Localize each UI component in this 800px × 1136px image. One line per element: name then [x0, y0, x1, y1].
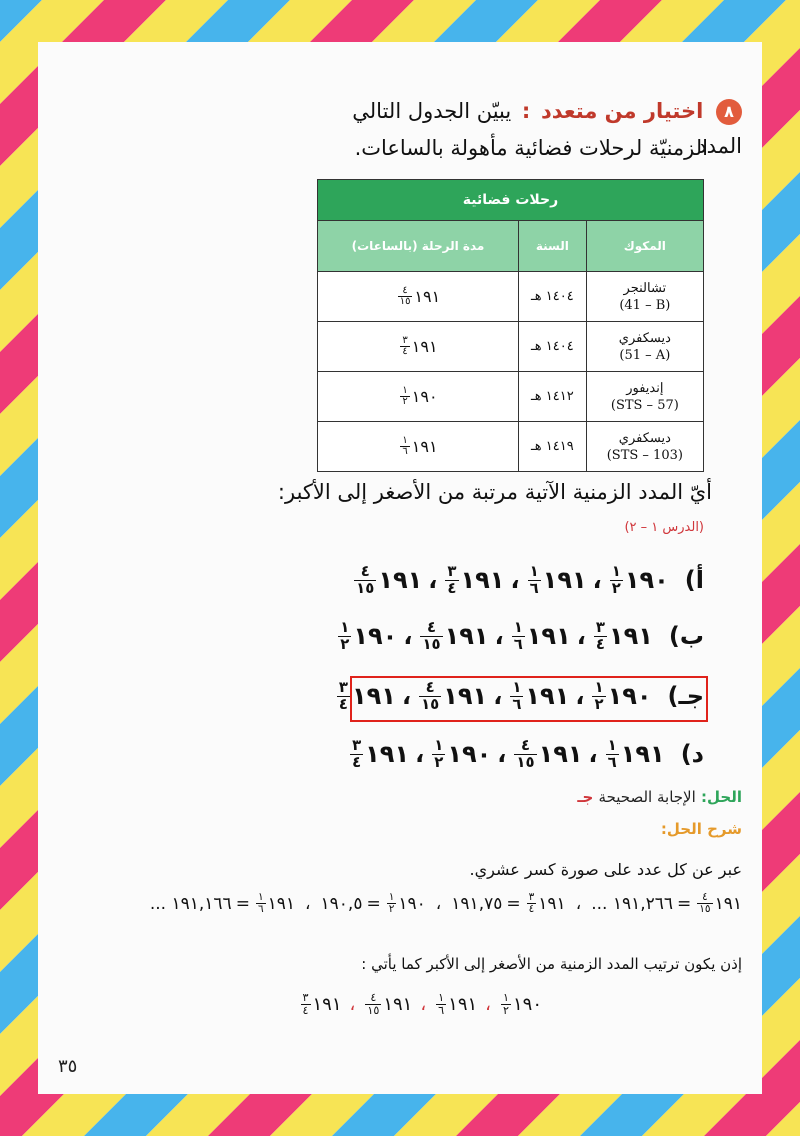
- list-separator: ،: [435, 893, 442, 914]
- fraction: [501, 992, 511, 1016]
- numerator: ٤: [697, 892, 712, 904]
- table-row: [318, 422, 704, 472]
- mixed-number: [363, 992, 412, 1016]
- craft-name: تشالنجر: [623, 280, 667, 296]
- whole-part: ١٩١: [365, 740, 410, 768]
- option-letter: أ): [684, 566, 704, 594]
- numerator: ٤: [398, 286, 413, 297]
- lesson-reference: (الدرس ١ – ٢): [624, 520, 704, 535]
- cell-craft: [586, 322, 703, 372]
- table-title: رحلات فضائية: [318, 180, 704, 221]
- numerator: ٣: [528, 891, 535, 903]
- list-separator: ،: [403, 622, 413, 650]
- numerator: ٣: [302, 991, 309, 1004]
- denominator: ٢: [388, 903, 395, 916]
- list-separator: ،: [415, 740, 425, 768]
- fraction: [338, 617, 351, 653]
- whole-part: ١٩٠: [447, 740, 492, 768]
- option-d[interactable]: [348, 732, 704, 776]
- mixed-number: [352, 561, 423, 597]
- numerator: ٤: [365, 992, 381, 1005]
- option-letter: د): [680, 740, 704, 768]
- mixed-number: [695, 892, 742, 915]
- fraction: [350, 735, 363, 771]
- denominator: ٤: [447, 578, 457, 597]
- conversion-item: [451, 892, 565, 915]
- mixed-number: [385, 892, 426, 915]
- whole-part: ١٩١: [383, 993, 413, 1015]
- whole-part: ١٩١: [267, 893, 296, 914]
- fraction: [354, 561, 376, 597]
- craft-name: ديسكفري: [618, 430, 671, 446]
- whole-part: ١٩١: [460, 566, 505, 594]
- equals-sign: =: [677, 893, 692, 914]
- fraction: [256, 892, 266, 915]
- question-text-line2: الزمنيّة لرحلات فضائية مأهولة بالساعات.: [354, 136, 708, 160]
- denominator: ٤: [528, 903, 535, 916]
- fraction: [610, 561, 623, 597]
- fraction: [398, 286, 413, 308]
- denominator: ٦: [512, 694, 522, 713]
- fraction: [420, 617, 442, 653]
- whole-part: ١٩١: [351, 682, 396, 710]
- list-separator: ،: [420, 993, 427, 1015]
- whole-part: ١٩١: [525, 682, 570, 710]
- mixed-number: [348, 735, 410, 771]
- solution-answer-mark: جـ: [577, 788, 594, 806]
- numerator: ١: [388, 891, 395, 903]
- whole-part: ١٩١: [620, 740, 665, 768]
- list-separator: ،: [588, 740, 598, 768]
- whole-part: ١٩١: [538, 893, 566, 914]
- whole-part: ١٩١: [714, 893, 742, 914]
- mixed-number: [512, 735, 583, 771]
- cell-craft: [586, 372, 703, 422]
- denominator: ٤: [338, 694, 348, 713]
- denominator: ٢: [434, 752, 444, 771]
- cell-year: ١٤١٩ هـ: [518, 422, 586, 472]
- craft-code: (51 – A): [619, 347, 671, 363]
- numerator: ١: [402, 384, 408, 396]
- mixed-number: [254, 892, 295, 915]
- fraction: [400, 436, 409, 458]
- fraction: [301, 992, 311, 1016]
- fraction: [337, 677, 350, 713]
- denominator: ٢: [340, 634, 350, 653]
- table-header-year: السنة: [518, 221, 586, 272]
- craft-name: ديسكفري: [618, 330, 671, 346]
- numerator: ١: [611, 561, 621, 580]
- fraction: [432, 735, 445, 771]
- whole-part: ١٩١: [312, 993, 342, 1015]
- table-row: [318, 372, 704, 422]
- page-number: ٣٥: [58, 1056, 78, 1077]
- whole-part: ١٩٠: [512, 993, 542, 1015]
- fraction: [606, 735, 619, 771]
- list-separator: ،: [576, 622, 586, 650]
- craft-code: (STS – 57): [610, 397, 679, 413]
- whole-part: ١٩٠: [624, 566, 669, 594]
- mixed-number: [499, 992, 542, 1016]
- denominator: ٢: [502, 1003, 509, 1017]
- denominator: ١٥: [421, 694, 440, 713]
- conversion-item: [321, 892, 426, 915]
- list-separator: ،: [575, 893, 582, 914]
- denominator: ٢: [594, 694, 604, 713]
- decimal-value: ١٩١,١٦٦ ...: [149, 893, 232, 914]
- denominator: ٤: [402, 346, 408, 357]
- conversion-item: [591, 892, 742, 915]
- mixed-number: [443, 561, 505, 597]
- solution-label: الحل:: [701, 788, 742, 806]
- numerator: ٤: [420, 620, 442, 637]
- whole-part: ١٩١: [411, 437, 438, 456]
- whole-part: ١٩١: [444, 622, 489, 650]
- numerator: ٣: [402, 334, 408, 346]
- fraction: [512, 617, 525, 653]
- solution-answer-text: الإجابة الصحيحة: [598, 788, 696, 806]
- decimal-value: ١٩٠,٥: [320, 893, 363, 914]
- equals-sign: =: [235, 893, 250, 914]
- equals-sign: =: [366, 893, 381, 914]
- numerator: ١: [513, 617, 523, 636]
- numerator: ٣: [352, 735, 362, 754]
- numerator: ٣: [338, 677, 348, 696]
- denominator: ٦: [438, 1003, 445, 1017]
- numerator: ٣: [447, 561, 457, 580]
- explanation-label: شرح الحل:: [660, 820, 742, 838]
- fraction: [697, 892, 712, 915]
- denominator: ١٥: [516, 752, 535, 771]
- cell-craft: [586, 422, 703, 472]
- whole-part: ١٩٠: [398, 893, 426, 914]
- table-row: [318, 272, 704, 322]
- mixed-number: [434, 992, 477, 1016]
- denominator: ٢: [611, 578, 621, 597]
- denominator: ٤: [302, 1003, 309, 1017]
- conversion-item: [150, 892, 295, 915]
- numerator: ١: [512, 677, 522, 696]
- question-number-badge: ٨: [716, 99, 742, 125]
- fraction: [436, 992, 446, 1016]
- option-b[interactable]: [336, 614, 704, 658]
- numerator: ٣: [595, 617, 605, 636]
- list-separator: ،: [494, 622, 504, 650]
- mixed-number: [430, 735, 492, 771]
- denominator: ٦: [607, 752, 617, 771]
- table-header-craft: المكوك: [586, 221, 703, 272]
- mixed-number: [526, 561, 587, 597]
- fraction: [594, 617, 607, 653]
- equals-sign: =: [506, 893, 521, 914]
- mixed-number: [398, 386, 437, 408]
- denominator: ٦: [257, 903, 264, 916]
- correct-answer-highlight: [350, 676, 708, 722]
- fraction: [387, 892, 397, 915]
- list-separator: ،: [401, 682, 412, 710]
- cell-duration: [318, 422, 519, 472]
- cell-craft: [586, 272, 703, 322]
- denominator: ١٥: [422, 634, 441, 653]
- cell-duration: [318, 272, 519, 322]
- list-separator: ،: [592, 566, 602, 594]
- mixed-number: [418, 617, 489, 653]
- decimal-value: ١٩١,٧٥: [451, 893, 503, 914]
- final-order: [299, 992, 542, 1016]
- cell-duration: [318, 372, 519, 422]
- numerator: ٤: [514, 738, 536, 755]
- denominator: ١٥: [356, 578, 375, 597]
- whole-part: ١٩١: [448, 993, 478, 1015]
- whole-part: ١٩١: [414, 287, 441, 306]
- fraction: [445, 561, 458, 597]
- mixed-number: [510, 617, 571, 653]
- mixed-number: [398, 436, 437, 458]
- numerator: ١: [529, 561, 539, 580]
- list-separator: ،: [497, 740, 507, 768]
- list-separator: ،: [510, 566, 520, 594]
- whole-part: ١٩١: [526, 622, 571, 650]
- fraction: [527, 892, 537, 915]
- numerator: ١: [434, 735, 444, 754]
- numerator: ١: [607, 735, 617, 754]
- question-prompt: أيّ المدد الزمنية الآتية مرتبة من الأصغر إلى الأكبر:: [277, 480, 712, 504]
- mixed-number: [592, 617, 653, 653]
- question-text-line1: يبيّن الجدول التالي المدد: [352, 99, 742, 158]
- space-flights-table: [317, 179, 704, 472]
- cell-year: ١٤١٢ هـ: [518, 372, 586, 422]
- list-separator: ،: [305, 893, 311, 914]
- question-separator: :: [521, 99, 531, 123]
- mixed-number: [398, 336, 437, 358]
- denominator: ٤: [352, 752, 362, 771]
- whole-part: ١٩٠: [607, 682, 652, 710]
- numerator: ٤: [419, 680, 441, 697]
- cell-year: ١٤٠٤ هـ: [518, 322, 586, 372]
- numerator: ١: [502, 991, 509, 1004]
- list-separator: ،: [493, 682, 503, 710]
- denominator: ٢: [402, 396, 408, 407]
- option-letter: ب): [668, 622, 704, 650]
- whole-part: ١٩١: [443, 682, 488, 710]
- craft-code: (STS – 103): [606, 447, 683, 463]
- whole-part: ١٩١: [538, 740, 583, 768]
- whole-part: ١٩٠: [353, 622, 398, 650]
- whole-part: ١٩١: [378, 566, 423, 594]
- denominator: ١٥: [367, 1003, 380, 1017]
- explanation-step1: عبر عن كل عدد على صورة كسر عشري.: [469, 860, 742, 879]
- numerator: ١: [257, 891, 264, 903]
- whole-part: ١٩١: [411, 337, 438, 356]
- mixed-number: [299, 992, 342, 1016]
- numerator: ١: [402, 434, 408, 446]
- craft-code: (41 – B): [619, 297, 671, 313]
- denominator: ٦: [402, 446, 408, 457]
- numerator: ١: [340, 617, 350, 636]
- fraction: [528, 561, 541, 597]
- list-separator: ،: [349, 993, 356, 1015]
- question-type-label: اختيار من متعدد: [541, 99, 704, 123]
- explanation-step2: إذن يكون ترتيب المدد الزمنية من الأصغر إلى الأكبر كما يأتي :: [361, 955, 742, 973]
- fraction: [365, 992, 381, 1016]
- option-a[interactable]: [352, 558, 704, 602]
- denominator: ٤: [595, 634, 605, 653]
- denominator: ٦: [513, 634, 523, 653]
- mixed-number: [604, 735, 665, 771]
- fraction: [514, 735, 536, 771]
- decimal-conversions: [150, 892, 742, 915]
- mixed-number: [396, 286, 440, 308]
- table-header-duration: مدة الرحلة (بالساعات): [318, 221, 519, 272]
- craft-name: إنديفور: [626, 380, 664, 396]
- list-separator: ،: [428, 566, 438, 594]
- fraction: [400, 386, 409, 408]
- numerator: ١: [438, 991, 445, 1004]
- fraction: [400, 336, 409, 358]
- mixed-number: [525, 892, 566, 915]
- denominator: ١٥: [699, 903, 711, 916]
- list-separator: ،: [485, 993, 491, 1015]
- list-separator: ،: [575, 682, 585, 710]
- numerator: ٤: [354, 564, 376, 581]
- decimal-value: ١٩١,٢٦٦ ...: [591, 893, 674, 914]
- solution-line: [577, 788, 742, 806]
- denominator: ٦: [529, 578, 539, 597]
- option-letter: جـ): [667, 682, 704, 710]
- denominator: ١٥: [399, 296, 411, 307]
- cell-duration: [318, 322, 519, 372]
- whole-part: ١٩١: [542, 566, 587, 594]
- numerator: ١: [594, 677, 604, 696]
- whole-part: ١٩٠: [411, 387, 438, 406]
- cell-year: ١٤٠٤ هـ: [518, 272, 586, 322]
- mixed-number: [608, 561, 669, 597]
- table-row: [318, 322, 704, 372]
- whole-part: ١٩١: [608, 622, 653, 650]
- mixed-number: [336, 617, 398, 653]
